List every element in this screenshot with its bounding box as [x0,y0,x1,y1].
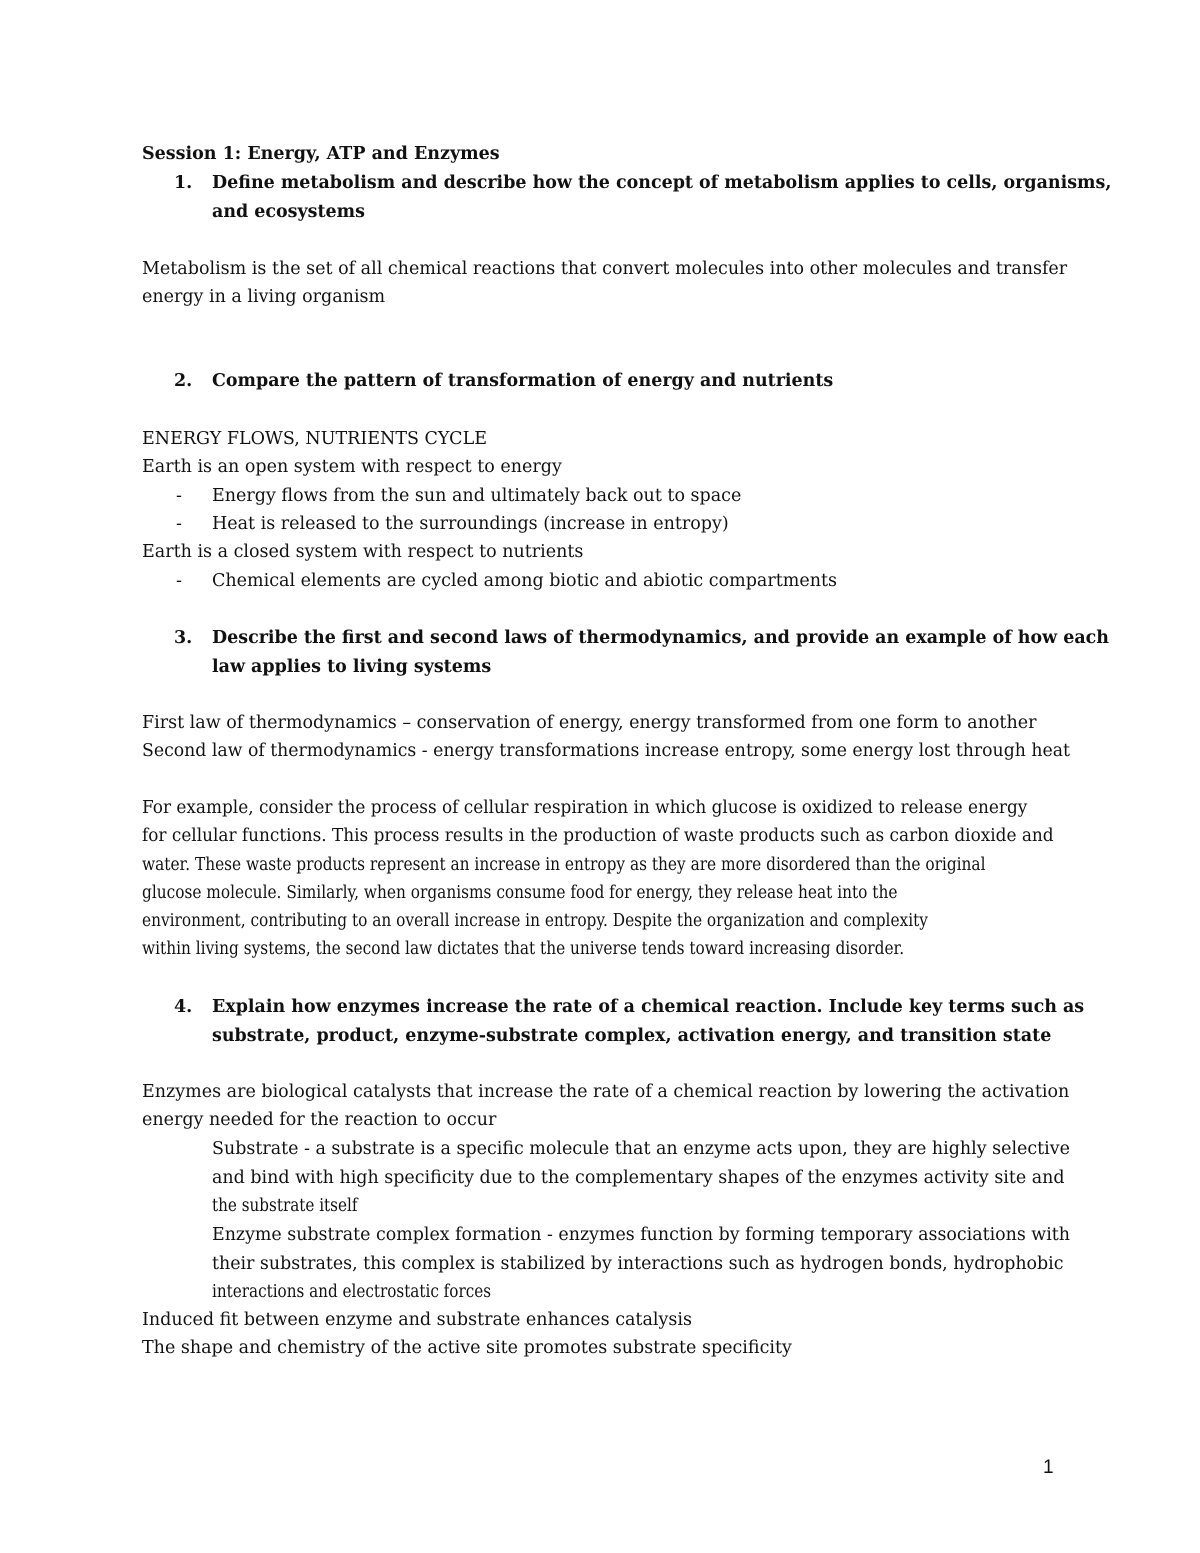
enzymes-intro [142,1078,1069,1135]
example-line-6: within living systems, the second law dictates that the universe tends toward increasing disorder. [142,939,905,960]
example-line-2: for cellular functions. This process results in the production of waste products such as carbon dioxide and [142,826,1054,847]
question-1-text [212,169,1112,226]
energy-nutrients-heading: ENERGY FLOWS, NUTRIENTS CYCLE [142,429,487,449]
question-1-number: 1. [174,173,193,193]
question-2-line-1: Compare the pattern of transformation of energy and nutrients [212,371,834,391]
example-line-3: water. These waste products represent an increase in entropy as they are more disordered than the original [142,854,986,875]
complex-line-3: interactions and electrostatic forces [212,1282,492,1302]
page-number: 1 [1043,1457,1054,1478]
question-3-line-1: Describe the first and second laws of thermodynamics, and provide an example of how each [212,628,1109,648]
question-3-text [212,624,1109,681]
question-3-number: 3. [174,628,193,648]
open-system-statement: Earth is an open system with respect to energy [142,457,562,477]
substrate-line-1: Substrate - a substrate is a specific molecule that an enzyme acts upon, they are highly selective [212,1139,1070,1159]
example-line-4: glucose molecule. Similarly, when organisms consume food for energy, they release heat into the [142,882,898,903]
question-2-text [212,367,1072,396]
session-title: Session 1: Energy, ATP and Enzymes [142,144,500,164]
answer-1-line-2: energy in a living organism [142,287,386,308]
question-4-number: 4. [174,997,193,1017]
answer-1 [142,255,1067,312]
question-1-line-2: and ecosystems [212,201,365,222]
open-bullet-2: Heat is released to the surroundings (increase in entropy) [212,514,729,534]
substrate-line-3: the substrate itself [212,1196,358,1216]
closed-system-statement: Earth is a closed system with respect to nutrients [142,542,584,562]
first-law: First law of thermodynamics – conservation of energy, energy transformed from one form to another [142,713,1037,733]
question-1-line-1: Define metabolism and describe how the concept of metabolism applies to cells, organisms, [212,173,1112,193]
answer-1-line-1: Metabolism is the set of all chemical reactions that convert molecules into other molecules and transfer [142,259,1068,279]
question-4-text [212,993,1085,1050]
enzyme-substrate-complex [212,1221,1200,1307]
bullet-dash: - [176,571,182,591]
open-bullet-1: Energy flows from the sun and ultimately back out to space [212,486,742,506]
example-line-5: environment, contributing to an overall increase in entropy. Despite the organization and complexity [142,911,928,932]
closed-bullet-1: Chemical elements are cycled among biotic and abiotic compartments [212,571,837,591]
second-law: Second law of thermodynamics - energy transformations increase entropy, some energy lost through heat [142,741,1070,761]
enzymes-intro-line-2: energy needed for the reaction to occur [142,1110,497,1131]
bullet-dash: - [176,514,182,534]
substrate-line-2: and bind with high specificity due to the complementary shapes of the enzymes activity site and [212,1167,1065,1188]
thermodynamics-example [142,794,1200,964]
question-2-number: 2. [174,371,193,391]
example-line-1: For example, consider the process of cellular respiration in which glucose is oxidized to release energy [142,798,1028,818]
complex-line-1: Enzyme substrate complex formation - enzymes function by forming temporary associations with [212,1225,1070,1245]
question-4-line-2: substrate, product, enzyme-substrate complex, activation energy, and transition state [212,1025,1052,1046]
enzymes-intro-line-1: Enzymes are biological catalysts that increase the rate of a chemical reaction by lowering the activation [142,1082,1070,1102]
induced-fit: Induced fit between enzyme and substrate enhances catalysis [142,1310,692,1330]
bullet-dash: - [176,486,182,506]
active-site: The shape and chemistry of the active site promotes substrate specificity [142,1338,792,1358]
question-4-line-1: Explain how enzymes increase the rate of a chemical reaction. Include key terms such as [212,997,1085,1017]
question-3-line-2: law applies to living systems [212,656,492,677]
complex-line-2: their substrates, this complex is stabilized by interactions such as hydrogen bonds, hydrophobic [212,1253,1064,1274]
substrate-definition [212,1135,1200,1221]
